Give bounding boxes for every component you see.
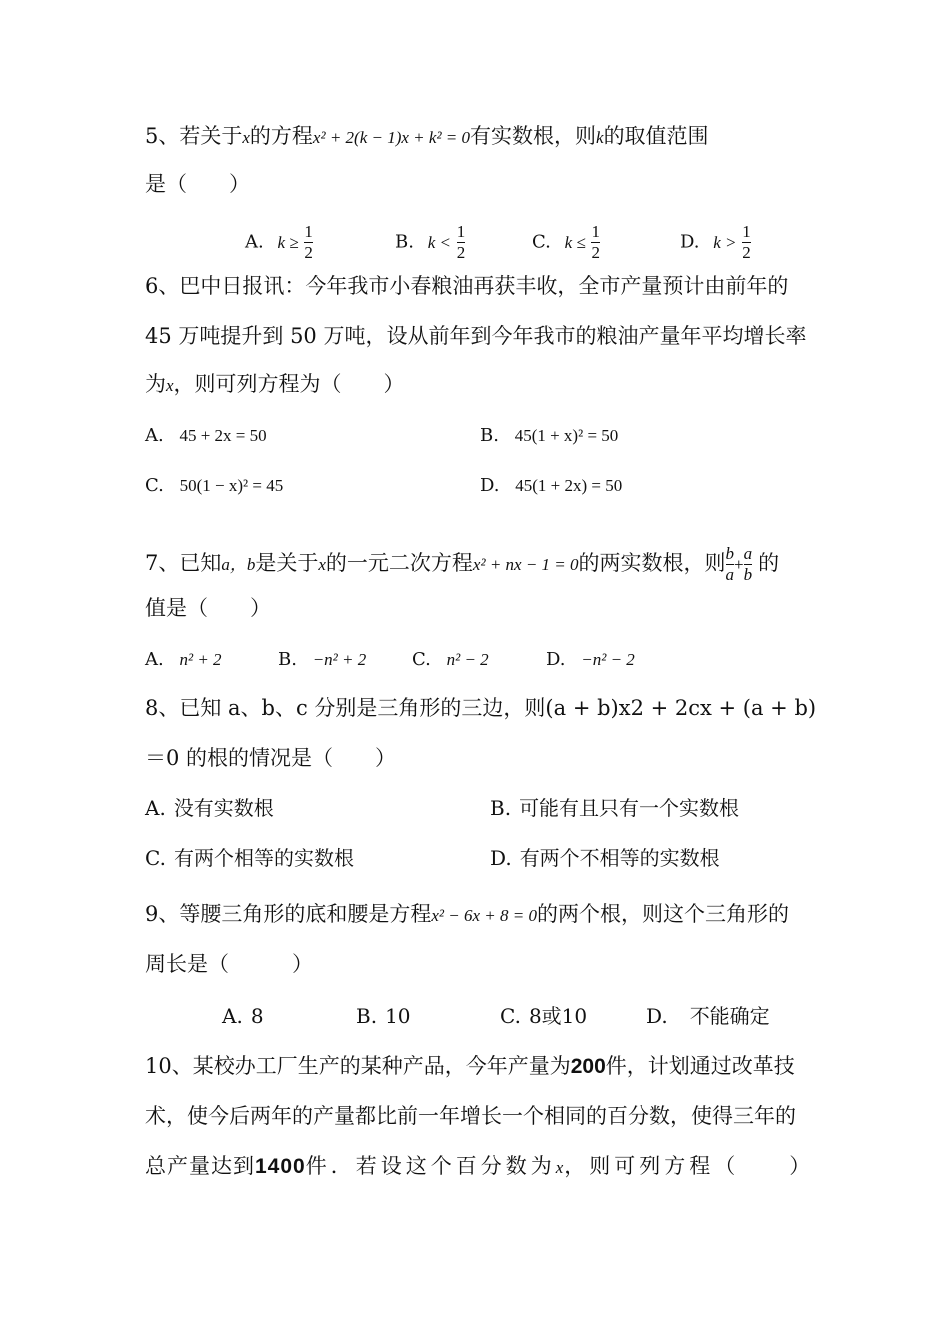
denominator: 2	[742, 243, 751, 262]
q10-number-1400: 1400	[255, 1155, 306, 1178]
option-expr: 50(1 − x)² = 45	[179, 476, 284, 495]
q5-option-b	[395, 222, 465, 263]
q5-option-d	[680, 222, 751, 263]
option-label: C.	[145, 846, 166, 870]
option-label: D.	[490, 846, 512, 870]
q8-line1: 8、已知 a、b、c 分别是三角形的三边，则(a + b)x2 + 2cx + (a + b)	[145, 696, 817, 720]
q7-option-a	[145, 646, 222, 674]
q8-line2: ＝0 的根的情况是（ ）	[145, 746, 397, 770]
q7-var-x: x	[318, 555, 326, 574]
option-label: B.	[480, 425, 499, 446]
numerator: 1	[304, 222, 313, 241]
q5-text-tail: 的取值范围	[603, 124, 709, 148]
option-expr: −n² + 2	[312, 650, 367, 669]
q7-text-post: 的两实数根，则	[578, 551, 726, 575]
q8-option-d	[490, 844, 720, 872]
option-label: C.	[500, 1004, 521, 1028]
q10-text-post: 件．若设这个百分数为	[305, 1154, 556, 1178]
q7-option-c	[412, 646, 489, 674]
option-label: A.	[145, 796, 166, 820]
q10-line3	[145, 1152, 814, 1182]
q7-vars: a，b	[221, 555, 256, 574]
option-lhs: k ≥	[277, 232, 299, 252]
option-label: C.	[145, 475, 164, 496]
q6-var-x: x	[166, 376, 174, 395]
q7-option-d	[546, 646, 635, 674]
fraction	[742, 222, 751, 263]
q6-text-post: ，则可列方程为（ ）	[173, 372, 405, 396]
q10-text-post: 件，计划通过改革技	[605, 1054, 795, 1078]
q6-line2: 45 万吨提升到 50 万吨，设从前年到今年我市的粮油产量年平均增长率	[145, 324, 807, 348]
option-lhs: k >	[713, 232, 737, 252]
option-label: D.	[680, 231, 700, 253]
option-text: 有两个相等的实数根	[173, 846, 354, 870]
q10-line2: 术，使今后两年的产量都比前一年增长一个相同的百分数，使得三年的	[145, 1104, 796, 1128]
option-lhs: k <	[427, 232, 451, 252]
option-label: A.	[222, 1004, 243, 1028]
q7-text: 7、已知	[145, 551, 222, 575]
q5-option-a	[245, 222, 313, 263]
q10-line1	[145, 1052, 795, 1081]
option-label: B.	[356, 1004, 378, 1028]
numerator: a	[743, 544, 753, 563]
option-label: D.	[646, 1004, 668, 1028]
option-label: B.	[278, 649, 297, 670]
option-expr: 45 + 2x = 50	[179, 426, 267, 445]
q10-text-tail: ，则可列方程（ ）	[564, 1154, 815, 1178]
q10-text: 总产量达到	[145, 1154, 255, 1178]
q5-line1	[145, 122, 709, 152]
q5-var-k: k	[596, 128, 604, 147]
q5-option-c	[532, 222, 600, 263]
option-text: 8	[250, 1004, 264, 1028]
q6-option-c	[145, 472, 283, 500]
q7-fraction-a-over-b	[744, 544, 753, 585]
option-expr: n² − 2	[446, 650, 489, 669]
option-text: 8或10	[528, 1004, 588, 1028]
fraction	[304, 222, 313, 263]
q7-equation: x² + nx − 1 = 0	[472, 555, 579, 574]
q10-number-200: 200	[570, 1055, 606, 1078]
q9-option-b	[356, 1002, 411, 1030]
option-label: A.	[245, 231, 264, 253]
q8-option-a	[145, 794, 274, 822]
q9-line2: 周长是（ ）	[145, 952, 313, 976]
option-label: D.	[480, 475, 500, 496]
q9-equation: x² − 6x + 8 = 0	[431, 906, 537, 925]
option-expr: 45(1 + 2x) = 50	[515, 476, 623, 495]
q6-option-d	[480, 472, 622, 500]
q7-plus: +	[734, 555, 744, 574]
q7-line1	[145, 544, 779, 585]
option-label: D.	[546, 649, 566, 670]
denominator: 2	[456, 243, 466, 262]
option-expr: 45(1 + x)² = 50	[514, 426, 619, 445]
option-text: 不能确定	[689, 1004, 770, 1028]
numerator: 1	[591, 222, 600, 241]
option-text: 有两个不相等的实数根	[519, 846, 720, 870]
fraction	[457, 222, 466, 263]
q5-text-mid: 的方程	[249, 124, 313, 148]
q9-text: 9、等腰三角形的底和腰是方程	[145, 902, 432, 926]
numerator: b	[725, 544, 735, 563]
option-label: B.	[490, 796, 512, 820]
q7-text-mid2: 的一元二次方程	[325, 551, 473, 575]
q5-text-post: 有实数根，则	[470, 124, 597, 148]
q9-text-post: 的两个根，则这个三角形的	[536, 902, 789, 926]
q5-line2: 是（ ）	[145, 172, 250, 196]
numerator: 1	[742, 222, 751, 241]
denominator: 2	[304, 243, 313, 262]
q7-line2: 值是（ ）	[145, 596, 271, 620]
denominator: 2	[591, 243, 600, 262]
q8-option-b	[490, 794, 739, 822]
option-text: 10	[385, 1004, 411, 1028]
q6-line3	[145, 370, 405, 400]
q7-text-mid: 是关于	[255, 551, 319, 575]
q6-option-b	[480, 422, 618, 450]
q9-line1	[145, 900, 789, 930]
denominator: a	[725, 565, 735, 584]
fraction	[591, 222, 600, 263]
q9-option-d	[646, 1002, 770, 1030]
q7-option-b	[278, 646, 366, 674]
option-expr: n² + 2	[179, 650, 222, 669]
option-expr: −n² − 2	[581, 650, 635, 669]
option-label: C.	[412, 649, 431, 670]
q9-option-a	[222, 1002, 264, 1030]
q9-option-c	[500, 1002, 587, 1030]
option-text: 没有实数根	[173, 796, 274, 820]
q5-equation: x² + 2(k − 1)x + k² = 0	[312, 128, 471, 147]
q5-text: 5、若关于	[145, 124, 243, 148]
option-text: 可能有且只有一个实数根	[519, 796, 740, 820]
q10-var-x: x	[555, 1158, 565, 1177]
q8-option-c	[145, 844, 354, 872]
q7-fraction-b-over-a	[726, 544, 735, 585]
q6-line1: 6、巴中日报讯：今年我市小春粮油再获丰收，全市产量预计由前年的	[145, 274, 789, 298]
q6-option-a	[145, 422, 267, 450]
option-label: A.	[145, 425, 164, 446]
denominator: b	[743, 565, 753, 584]
option-lhs: k ≤	[564, 232, 586, 252]
option-label: C.	[532, 231, 551, 253]
option-label: A.	[145, 649, 164, 670]
option-label: B.	[395, 231, 414, 253]
q7-text-tail: 的	[758, 551, 780, 575]
q5-var-x: x	[242, 128, 250, 147]
q10-text: 10、某校办工厂生产的某种产品，今年产量为	[145, 1054, 571, 1078]
q6-text: 为	[145, 372, 166, 396]
numerator: 1	[456, 222, 466, 241]
